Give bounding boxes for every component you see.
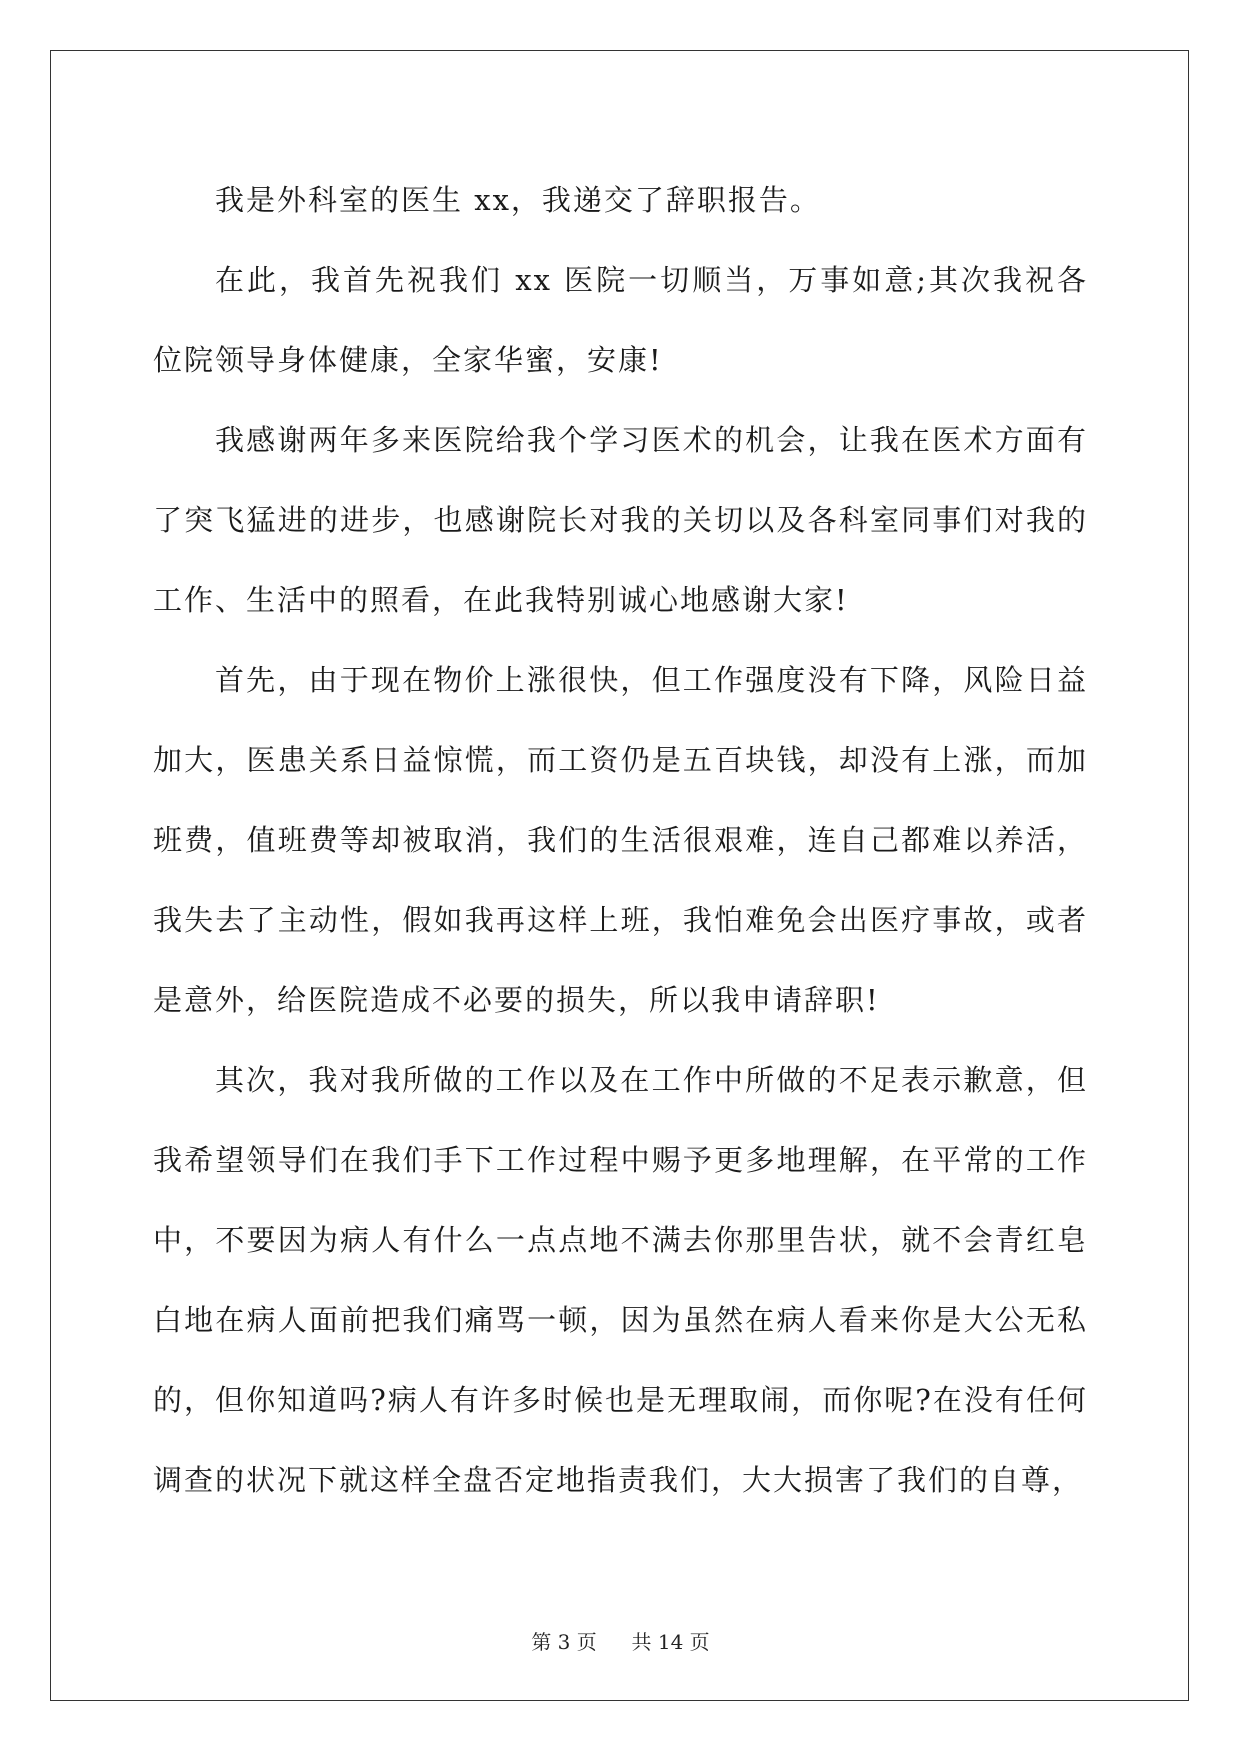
- page-total: 共 14 页: [631, 1630, 710, 1654]
- paragraph-2: 在此，我首先祝我们 xx 医院一切顺当，万事如意;其次我祝各位院领导身体健康，全家华蜜，安康!: [153, 263, 1088, 377]
- paragraph-4: 首先，由于现在物价上涨很快，但工作强度没有下降，风险日益加大，医患关系日益惊慌，而工资仍是五百块钱，却没有上涨，而加班费，值班费等却被取消，我们的生活很艰难，连自己都难以养活，我失去了主动性，假如我再这样上班，我怕难免会出医疗事故，或者是意外，给医院造成不必要的损失，所以我申请辞职!: [153, 663, 1088, 1017]
- paragraph-5: 其次，我对我所做的工作以及在工作中所做的不足表示歉意，但我希望领导们在我们手下工作过程中赐予更多地理解，在平常的工作中，不要因为病人有什么一点点地不满去你那里告状，就不会青红皂白地在病人面前把我们痛骂一顿，因为虽然在病人看来你是大公无私的，但你知道吗?病人有许多时候也是无理取闹，而你呢?在没有任何调查的状况下就这样全盘否定地指责我们，大大损害了我们的自尊，: [153, 1063, 1088, 1497]
- page-footer: [0, 1626, 1241, 1655]
- document-body: [153, 160, 1088, 1520]
- paragraph-3: 我感谢两年多来医院给我个学习医术的机会，让我在医术方面有了突飞猛进的进步，也感谢院长对我的关切以及各科室同事们对我的工作、生活中的照看，在此我特别诚心地感谢大家!: [153, 423, 1088, 617]
- paragraph-1: 我是外科室的医生 xx，我递交了辞职报告。: [215, 183, 821, 217]
- page-number: 第 3 页: [531, 1630, 597, 1654]
